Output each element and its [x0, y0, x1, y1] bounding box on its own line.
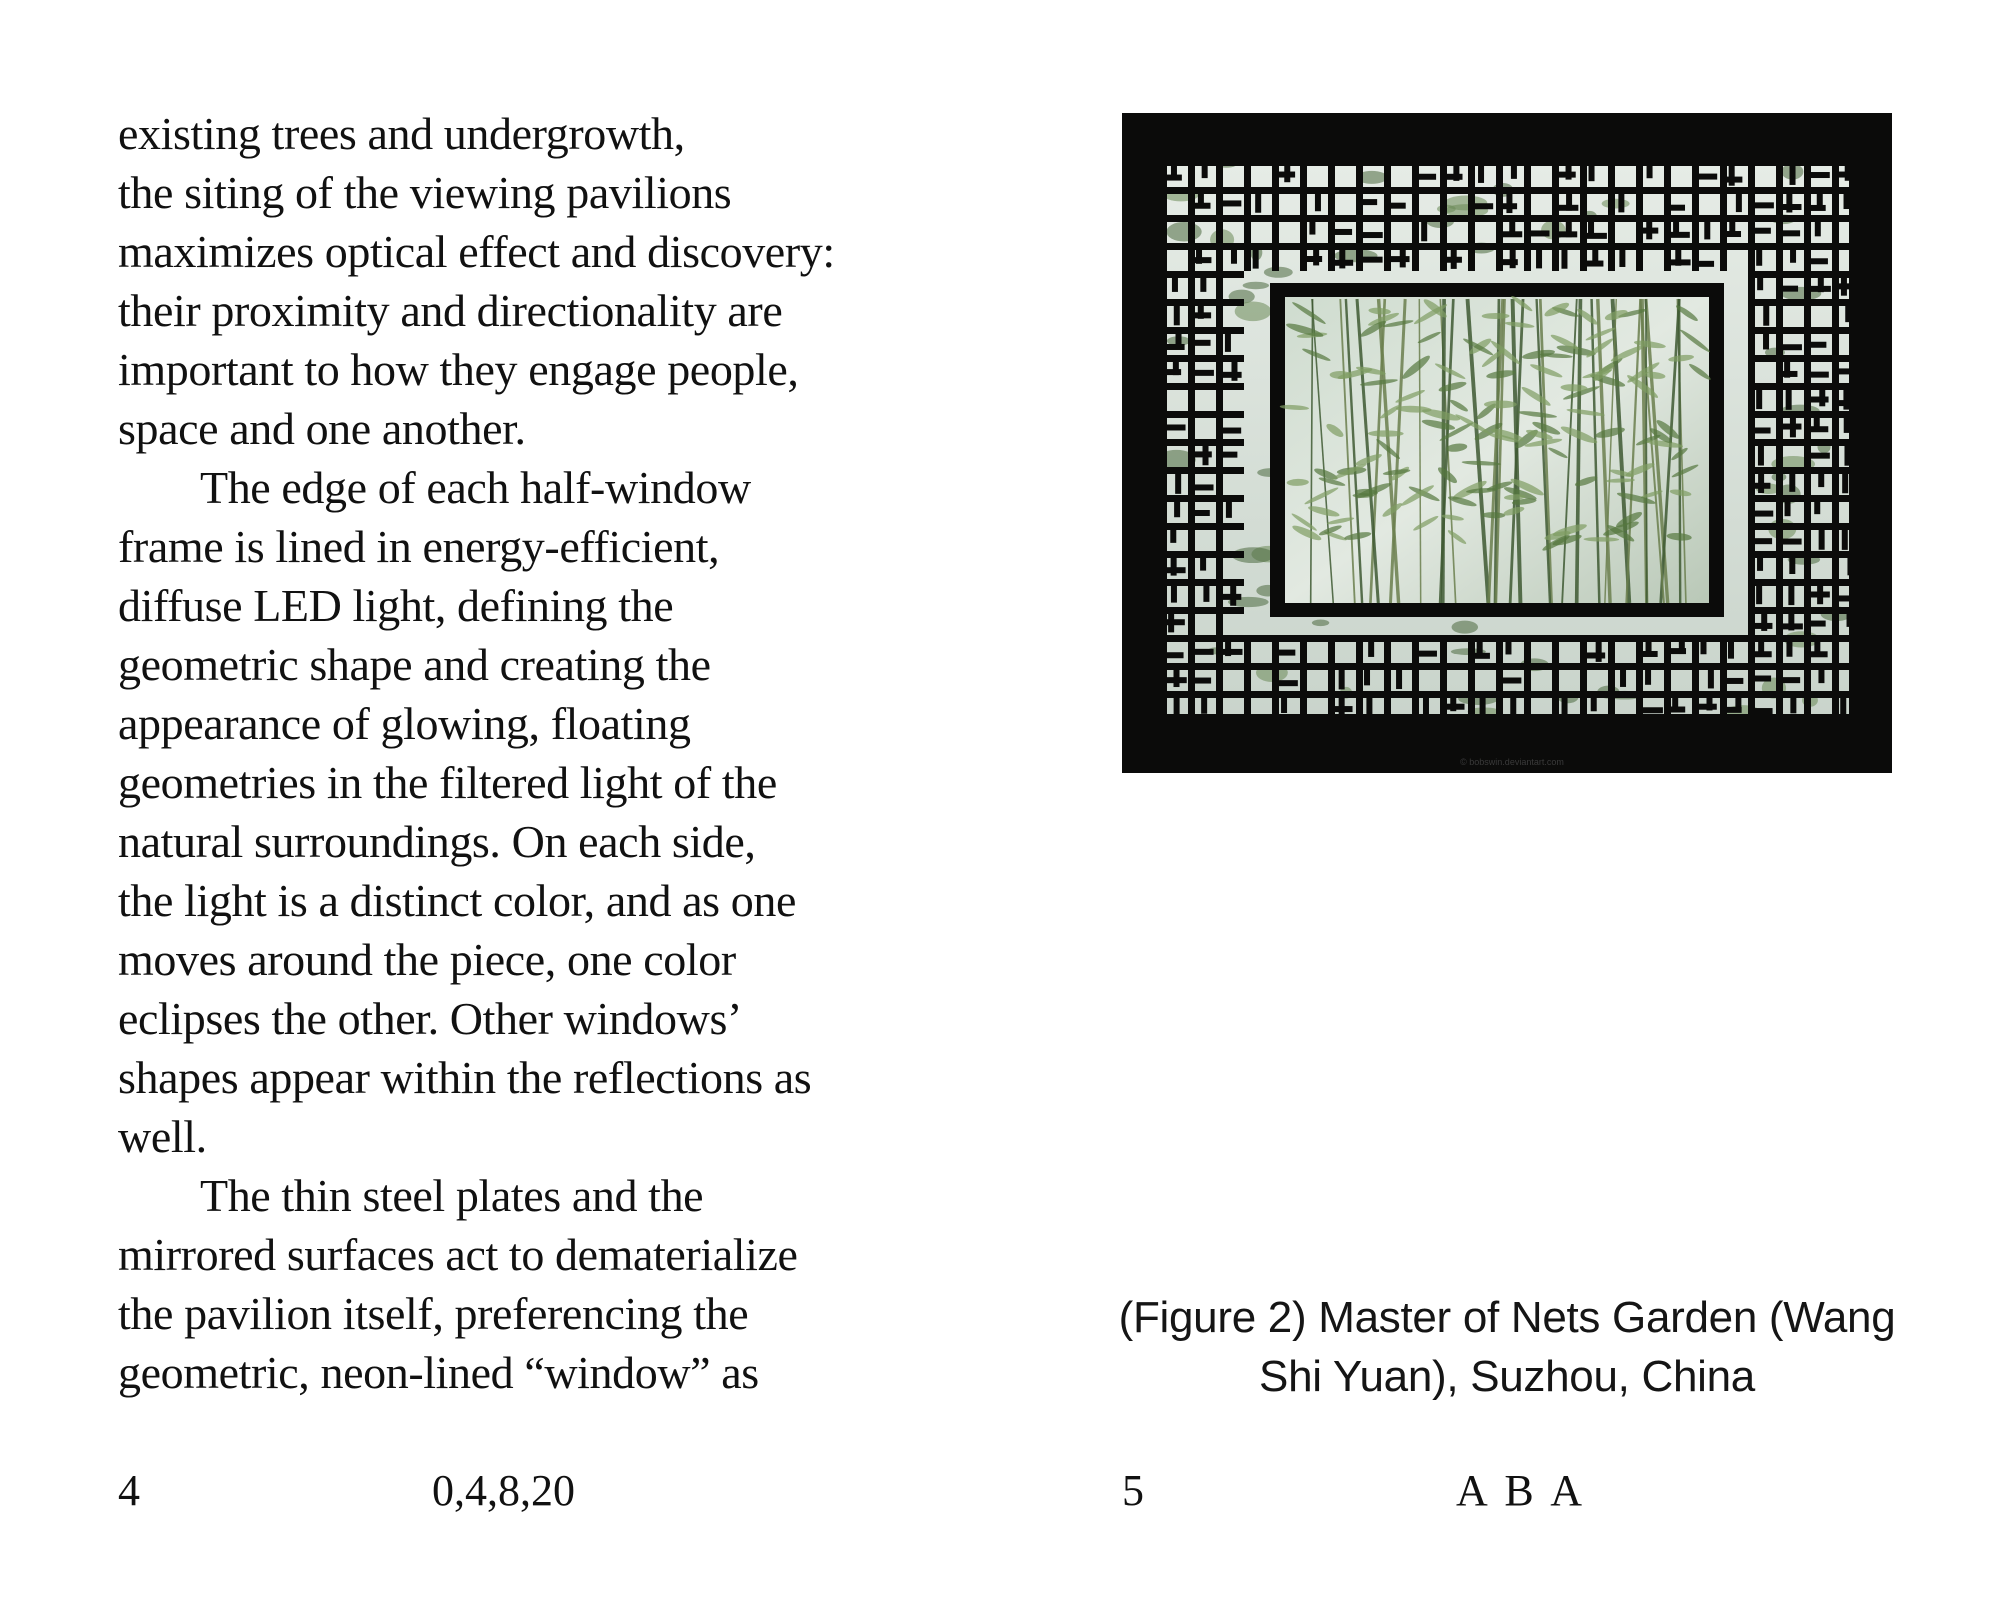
running-head-left: 0,4,8,20: [432, 1466, 575, 1515]
running-head-right: A B A: [1456, 1466, 1587, 1515]
text-line: important to how they engage people,: [118, 344, 799, 395]
text-line: appearance of glowing, floating: [118, 698, 691, 749]
text-line: shapes appear within the reflections as: [118, 1052, 812, 1103]
text-line: the light is a distinct color, and as one: [118, 875, 797, 926]
text-line: well.: [118, 1111, 207, 1162]
text-line: geometries in the filtered light of the: [118, 757, 777, 808]
text-line: their proximity and directionality are: [118, 285, 783, 336]
figure-caption: [1092, 1288, 1922, 1406]
text-line: space and one another.: [118, 403, 526, 454]
lattice-window-photo-icon: [1122, 113, 1892, 773]
lattice-window-photo: [1122, 113, 1892, 773]
caption-line: Shi Yuan), Suzhou, China: [1259, 1352, 1755, 1401]
text-line: diffuse LED light, defining the: [118, 580, 674, 631]
text-line: frame is lined in energy-efficient,: [118, 521, 720, 572]
text-line: the siting of the viewing pavilions: [118, 167, 732, 218]
text-line: natural surroundings. On each side,: [118, 816, 756, 867]
text-line: geometric shape and creating the: [118, 639, 711, 690]
right-page: [1000, 0, 2000, 1619]
text-line: the pavilion itself, preferencing the: [118, 1288, 749, 1339]
page-number-left: 4: [118, 1466, 140, 1515]
text-line: geometric, neon-lined “window” as: [118, 1347, 759, 1398]
caption-line: (Figure 2) Master of Nets Garden (Wang: [1118, 1293, 1896, 1342]
text-line: existing trees and undergrowth,: [118, 108, 685, 159]
text-line: mirrored surfaces act to dematerialize: [118, 1229, 798, 1280]
text-line: eclipses the other. Other windows’: [118, 993, 742, 1044]
text-line: The thin steel plates and the: [200, 1170, 704, 1221]
body-text: [118, 104, 898, 1402]
text-line: The edge of each half-window: [200, 462, 751, 513]
page-number-right: 5: [1122, 1466, 1144, 1515]
text-line: maximizes optical effect and discovery:: [118, 226, 835, 277]
photo-watermark: © bobswin.deviantart.com: [1460, 757, 1564, 767]
text-line: moves around the piece, one color: [118, 934, 736, 985]
